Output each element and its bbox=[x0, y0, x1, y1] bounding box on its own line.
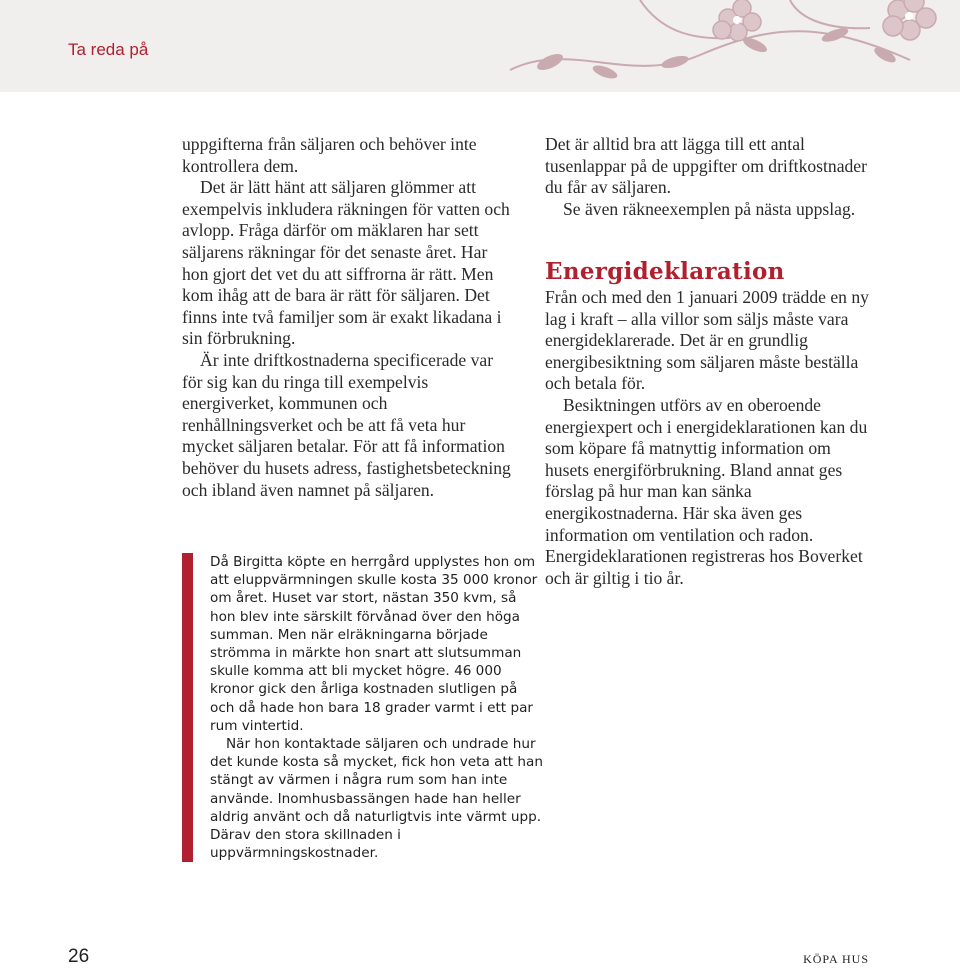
body-paragraph: Från och med den 1 januari 2009 trädde en ny lag i kraft – alla villor som säljs måste vara energideklarerade. Det är en grundlig energibesiktning som säljaren måste beställa och betala för. bbox=[545, 286, 869, 394]
case-story-box bbox=[182, 553, 545, 862]
floral-ornament-icon bbox=[490, 0, 960, 92]
section-label: Ta reda på bbox=[68, 40, 149, 59]
body-paragraph: Det är lätt hänt att säljaren glömmer att exempelvis inkludera räkningen för vatten och avlopp. Fråga därför om mäklaren har sett säljarens räkningar för det senaste året. Har hon gjort det vet du att siffrorna är rätt. Men kom ihåg att de bara är rätt för säljaren. Det finns inte två familjer som är exakt likadana i sin förbrukning. bbox=[182, 177, 510, 349]
left-column bbox=[182, 134, 514, 501]
case-paragraph: När hon kontaktade säljaren och undrade hur det kunde kosta så mycket, fick hon veta att han stängt av värmen i några rum som han inte använde. Inomhusbassängen hade han heller aldrig använt och då naturligtvis inte värmt upp. Därav den stora skillnaden i uppvärmningskostnader. bbox=[210, 736, 543, 862]
body-paragraph: Se även räkneexemplen på nästa uppslag. bbox=[563, 198, 856, 219]
body-paragraph: uppgifterna från säljaren och behöver inte kontrollera dem. bbox=[182, 134, 477, 176]
page-number: 26 bbox=[68, 946, 90, 967]
body-paragraph: Det är alltid bra att lägga till ett antal tusenlappar på de uppgifter om driftkostnader du får av säljaren. bbox=[545, 134, 867, 198]
case-paragraph: Då Birgitta köpte en herrgård upplystes hon om att eluppvärmningen skulle kosta 35 000 kronor om året. Huset var stort, nästan 350 kvm, så hon blev inte särskilt förvånad över den höga summan. Men när elräkningarna började strömma in märkte hon snart att slutsumman skulle komma att bli mycket högre. 46 000 kronor gick den årliga kostnaden slutligen på och då hade hon bara 18 grader varmt i ett par rum vintertid. bbox=[210, 554, 538, 734]
body-paragraph: Är inte driftkostnaderna specificerade var för sig kan du ringa till exempelvis energiverket, kommunen och renhållningsverket och be att få veta hur mycket säljaren betalar. För att få information behöver du husets adress, fastighetsbeteckning och ibland även namnet på säljaren. bbox=[182, 349, 511, 500]
body-paragraph: Besiktningen utförs av en oberoende energiexpert och i energideklarationen kan du som köpare få matnyttig information om husets energiförbrukning. Bland annat ges förslag på hur man kan sänka energikostnaderna. Här ska även ges information om ventilation och radon. Energideklarationen registreras hos Boverket och är giltig i tio år. bbox=[545, 394, 868, 588]
right-column bbox=[545, 134, 875, 589]
running-footer-title: KÖPA HUS bbox=[803, 952, 869, 966]
section-heading: Energideklaration bbox=[545, 258, 785, 286]
